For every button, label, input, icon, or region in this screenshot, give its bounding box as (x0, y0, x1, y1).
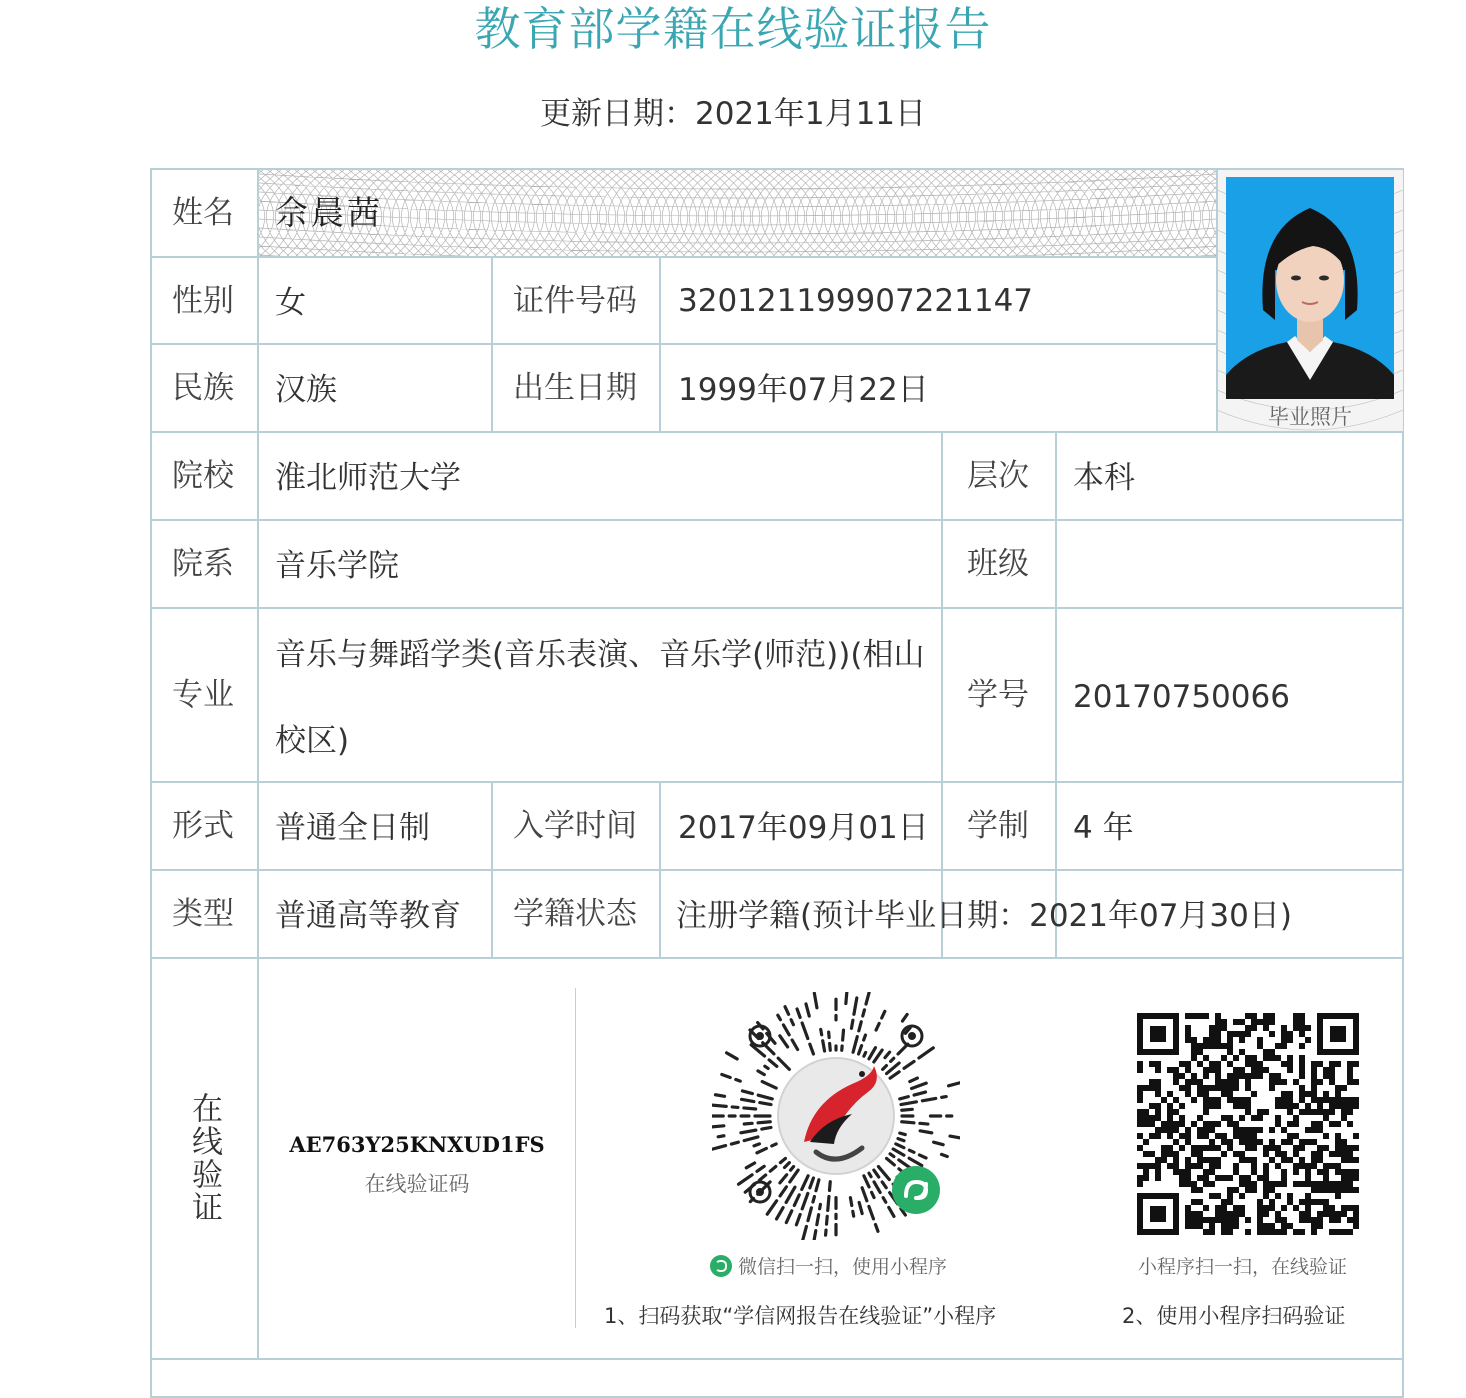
graduation-photo (1226, 177, 1394, 399)
status-label: 学籍状态 (513, 870, 637, 958)
enroll-value: 2017年09月01日 (678, 784, 929, 872)
level-value: 本科 (1073, 434, 1135, 522)
col-divider (1216, 168, 1218, 431)
level-label: 层次 (967, 432, 1029, 520)
col-divider (491, 256, 493, 431)
miniprogram-caption: 小程序扫一扫，在线验证 (1138, 1252, 1347, 1279)
row-divider (150, 1358, 1404, 1360)
step-2: 2、使用小程序扫码验证 (1122, 1300, 1345, 1330)
step-1: 1、扫码获取“学信网报告在线验证”小程序 (604, 1300, 996, 1330)
gender-value: 女 (275, 259, 306, 346)
type-value: 普通高等教育 (275, 872, 461, 960)
birth-label: 出生日期 (513, 344, 637, 432)
duration-value: 4 年 (1073, 784, 1134, 872)
verify-section-label: 在线验证 (150, 958, 258, 1358)
name-label: 姓名 (172, 170, 234, 256)
ethnicity-value: 汉族 (275, 346, 337, 434)
ethnicity-label: 民族 (172, 344, 234, 432)
school-label: 院校 (172, 432, 234, 520)
wechat-miniprogram-icon (892, 1166, 940, 1214)
enroll-label: 入学时间 (513, 782, 637, 870)
student-no-label: 学号 (967, 608, 1029, 782)
qr-code[interactable] (1137, 1013, 1359, 1235)
verify-divider (575, 988, 576, 1328)
col-divider (659, 781, 661, 957)
col-divider (491, 781, 493, 957)
student-no-value: 20170750066 (1073, 610, 1290, 784)
miniprogram-code[interactable] (712, 992, 960, 1240)
gender-label: 性别 (172, 257, 234, 344)
form-label: 形式 (172, 782, 234, 870)
class-label: 班级 (967, 520, 1029, 608)
update-date: 更新日期：2021年1月11日 (0, 94, 1466, 134)
duration-label: 学制 (967, 782, 1029, 870)
photo-caption: 毕业照片 (1268, 405, 1352, 429)
dept-value: 音乐学院 (275, 522, 399, 610)
verification-code-label: 在线验证码 (258, 1168, 576, 1198)
photo-panel (1217, 170, 1403, 431)
wechat-miniprogram-icon (710, 1255, 732, 1277)
birth-value: 1999年07月22日 (678, 346, 929, 434)
guilloche-pattern (259, 170, 1217, 256)
id-label: 证件号码 (513, 257, 637, 344)
report-title: 教育部学籍在线验证报告 (0, 0, 1466, 58)
major-value-line2: 校区) (275, 718, 349, 764)
major-label: 专业 (172, 608, 234, 782)
col-divider (659, 256, 661, 431)
dept-label: 院系 (172, 520, 234, 608)
id-value: 320121199907221147 (678, 257, 1033, 344)
wechat-caption: 微信扫一扫，使用小程序 (710, 1252, 947, 1279)
school-value: 淮北师范大学 (275, 434, 461, 522)
major-value-line1: 音乐与舞蹈学类(音乐表演、音乐学(师范))(相山 (275, 632, 924, 678)
status-value: 注册学籍(预计毕业日期：2021年07月30日) (676, 872, 1292, 960)
form-value: 普通全日制 (275, 784, 430, 872)
verification-code[interactable]: AE763Y25KNXUD1FS (258, 1132, 576, 1157)
type-label: 类型 (172, 870, 234, 958)
name-value: 佘晨茜 (275, 170, 383, 256)
